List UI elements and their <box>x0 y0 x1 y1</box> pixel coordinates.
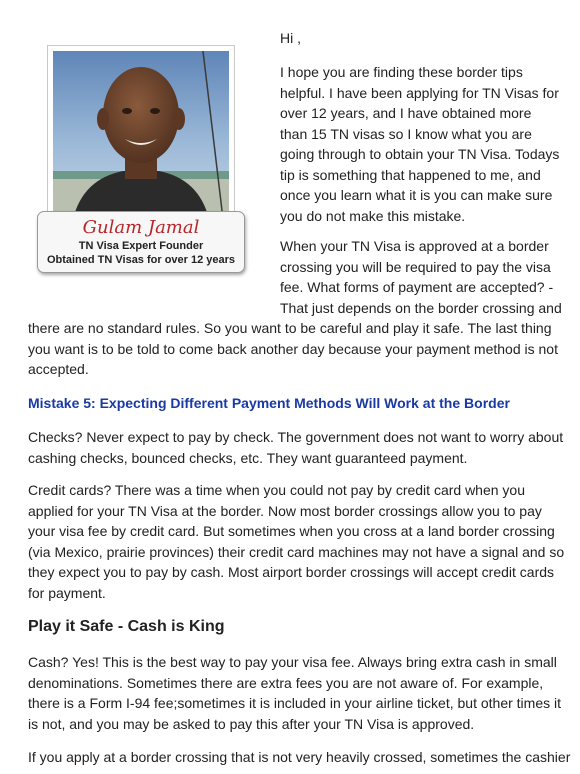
text-line: I hope you are finding these border tips <box>280 64 523 80</box>
payment-intro-wrapped <box>280 236 562 318</box>
text-line: Checks? Never expect to pay by check. The government does not want to worry about <box>28 429 564 445</box>
text-line: going through to obtain your TN Visa. Todays <box>280 146 560 162</box>
text-line: there is a Form I-94 fee;sometimes it is included in your airline ticket, but other times it <box>28 695 561 711</box>
text-line: you do not make this mistake. <box>280 207 466 224</box>
last-paragraph <box>28 747 570 768</box>
cash-paragraph <box>28 652 561 734</box>
text-line: Cash? Yes! This is the best way to pay your visa fee. Always bring extra cash in small <box>28 654 557 670</box>
profile-card <box>37 45 245 273</box>
text-line: than 15 TN visas so I know what you are <box>280 125 532 142</box>
checks-paragraph <box>28 427 563 468</box>
credit-paragraph <box>28 480 564 603</box>
profile-photo-frame <box>47 45 235 225</box>
text-line: once you learn what it is you can make sure <box>280 187 553 203</box>
profile-name: Gulam Jamal <box>82 217 200 238</box>
text-line: your visa fee by credit card. But sometimes when you cross at a land border crossing <box>28 523 555 539</box>
text-line: fee. What forms of payment are accepted? - <box>280 279 554 295</box>
text-line: accepted. <box>28 361 89 377</box>
greeting: Hi , <box>280 30 301 46</box>
text-line: That just depends on the border crossing and <box>280 299 562 316</box>
payment-intro-full <box>28 318 558 380</box>
text-line: applied for your TN Visa at the border. Now most border crossings allow you to pay <box>28 502 542 519</box>
profile-photo <box>53 51 229 219</box>
text-line: When your TN Visa is approved at a border <box>280 238 549 254</box>
profile-caption <box>37 211 245 273</box>
text-line: (via Mexico, prairie provinces) their credit card machines may not have a signal and so <box>28 543 565 560</box>
text-line: crossing you will be required to pay the visa <box>280 258 551 275</box>
text-line: is not, and you may be asked to pay this after your TN Visa is approved. <box>28 715 475 732</box>
cash-heading: Play it Safe - Cash is King <box>28 618 225 635</box>
text-line: there are no standard rules. So you want to be careful and play it safe. The last thing <box>28 320 552 336</box>
intro-paragraph <box>280 62 559 226</box>
text-line: helpful. I have been applying for TN Visas for <box>280 84 559 101</box>
profile-title-line-2: Obtained TN Visas for over 12 years <box>46 254 236 266</box>
text-line: If you apply at a border crossing that is not very heavily crossed, sometimes the cashier <box>28 749 571 765</box>
text-line: you want is to be told to come back another day because your payment method is not <box>28 340 558 357</box>
text-line: Credit cards? There was a time when you could not pay by credit card when you <box>28 482 525 498</box>
text-line: tip is something that happened to me, and <box>280 166 541 183</box>
text-line: they expect you to pay by cash. Most airport border crossings will accept credit cards <box>28 564 555 580</box>
text-line: denominations. Sometimes there are extra fees you are not aware of. For example, <box>28 674 544 691</box>
mistake-heading: Mistake 5: Expecting Different Payment Methods Will Work at the Border <box>28 395 510 411</box>
text-line: for payment. <box>28 584 106 601</box>
profile-title-line-1: TN Visa Expert Founder <box>78 240 204 252</box>
text-line: over 12 years, and I have obtained more <box>280 105 532 121</box>
text-line: cashing checks, bounced checks, etc. They want guaranteed payment. <box>28 449 468 466</box>
